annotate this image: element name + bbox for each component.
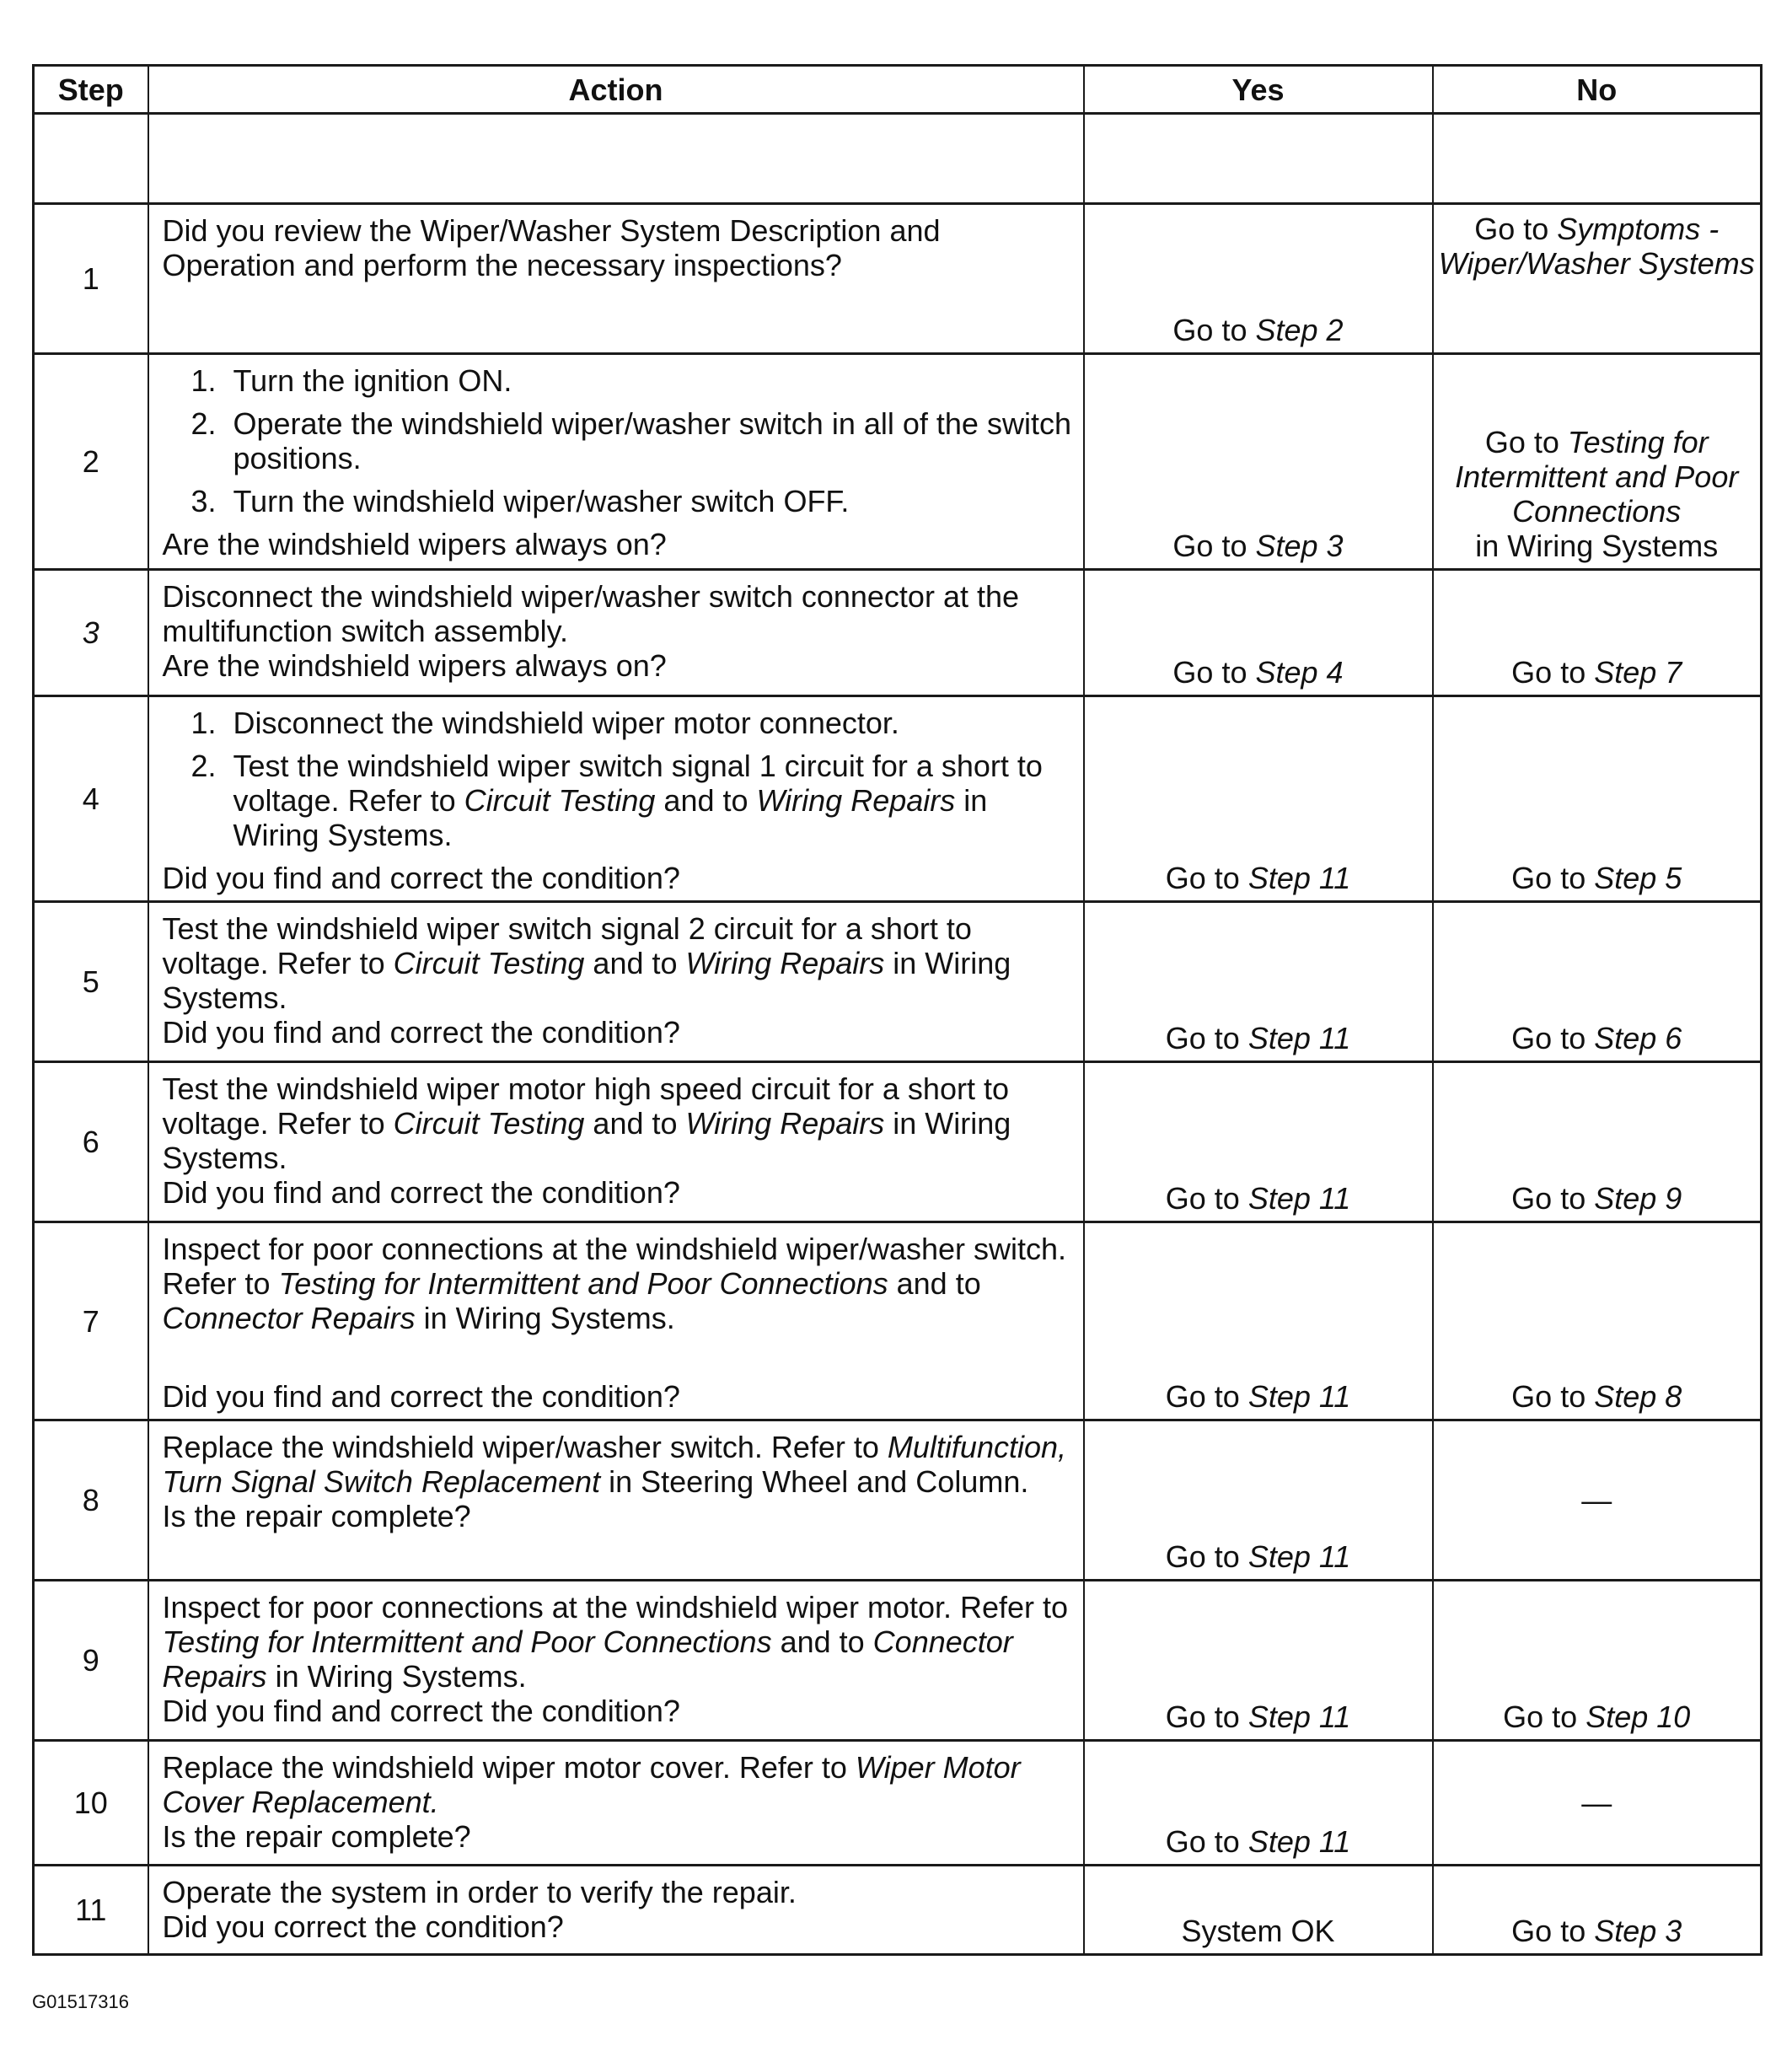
figure-id: G01517316 bbox=[32, 1991, 129, 2012]
header-yes: Yes bbox=[1084, 66, 1433, 114]
action-text: Did you review the Wiper/Washer System Description and Operation and perform the necessary inspections? bbox=[162, 213, 941, 282]
action-text: Replace the windshield wiper/washer switch. Refer to Multifunction, Turn Signal Switch Replacement in Steering Wheel and Column. bbox=[162, 1430, 1067, 1499]
no-cell bbox=[1433, 1581, 1762, 1741]
blank-cell bbox=[1433, 114, 1762, 204]
step-number: 10 bbox=[34, 1741, 148, 1866]
no-ref: Step 10 bbox=[1585, 1700, 1691, 1734]
list-item: 1. Disconnect the windshield wiper motor connector. bbox=[190, 706, 899, 740]
step-number: 11 bbox=[34, 1866, 148, 1955]
action-question: Are the windshield wipers always on? bbox=[162, 527, 667, 561]
step-number: 5 bbox=[34, 902, 148, 1062]
diagnostic-table bbox=[32, 64, 1762, 1956]
table-row-step-2 bbox=[34, 354, 1762, 570]
action-question: Did you find and correct the condition? bbox=[162, 1379, 680, 1414]
step-number: 7 bbox=[34, 1222, 148, 1420]
yes-prefix: Go to bbox=[1165, 1379, 1248, 1414]
no-prefix: Go to bbox=[1511, 1379, 1595, 1414]
no-prefix: Go to bbox=[1503, 1700, 1586, 1734]
yes-cell bbox=[1084, 696, 1433, 902]
yes-step-ref: Step 11 bbox=[1247, 1539, 1351, 1574]
no-cell bbox=[1433, 1420, 1762, 1581]
no-cell bbox=[1433, 696, 1762, 902]
no-ref: Step 3 bbox=[1594, 1914, 1682, 1948]
table-row-step-1 bbox=[34, 204, 1762, 354]
no-dash: — bbox=[1581, 1785, 1612, 1820]
yes-step-ref: Step 11 bbox=[1247, 1824, 1351, 1859]
yes-cell bbox=[1084, 902, 1433, 1062]
action-text: Operate the system in order to verify the repair. bbox=[162, 1875, 797, 1909]
action-cell bbox=[148, 204, 1084, 354]
yes-prefix: Go to bbox=[1165, 861, 1248, 895]
yes-step-ref: Step 4 bbox=[1255, 655, 1344, 690]
no-ref: Step 5 bbox=[1594, 861, 1682, 895]
no-cell bbox=[1433, 1062, 1762, 1222]
no-cell bbox=[1433, 1222, 1762, 1420]
no-prefix: Go to bbox=[1511, 655, 1595, 690]
list-item: 1. Turn the ignition ON. bbox=[190, 363, 512, 398]
no-ref: Step 6 bbox=[1594, 1021, 1682, 1055]
list-item: 3. Turn the windshield wiper/washer switch OFF. bbox=[190, 484, 850, 518]
table-row-step-10 bbox=[34, 1741, 1762, 1866]
header-action: Action bbox=[148, 66, 1084, 114]
step-number: 4 bbox=[34, 696, 148, 902]
table-row-step-8 bbox=[34, 1420, 1762, 1581]
no-ref: Step 8 bbox=[1594, 1379, 1682, 1414]
yes-prefix: Go to bbox=[1172, 313, 1256, 347]
no-ref: Symptoms - Wiper/Washer Systems bbox=[1438, 212, 1755, 281]
action-cell bbox=[148, 902, 1084, 1062]
table-row-step-6 bbox=[34, 1062, 1762, 1222]
header-no: No bbox=[1433, 66, 1762, 114]
yes-prefix: Go to bbox=[1172, 655, 1256, 690]
yes-cell bbox=[1084, 1222, 1433, 1420]
no-prefix: Go to bbox=[1484, 425, 1568, 459]
action-question: Did you find and correct the condition? bbox=[162, 861, 680, 895]
yes-step-ref: Step 11 bbox=[1247, 861, 1351, 895]
step-number: 9 bbox=[34, 1581, 148, 1741]
yes-cell bbox=[1084, 1741, 1433, 1866]
yes-cell bbox=[1084, 1062, 1433, 1222]
action-question: Did you correct the condition? bbox=[162, 1909, 564, 1944]
blank-row bbox=[34, 114, 1762, 204]
yes-prefix: Go to bbox=[1165, 1700, 1248, 1734]
no-suffix: in Wiring Systems bbox=[1475, 529, 1719, 563]
action-cell bbox=[148, 354, 1084, 570]
step-number: 8 bbox=[34, 1420, 148, 1581]
table-row-step-9 bbox=[34, 1581, 1762, 1741]
yes-cell bbox=[1084, 1420, 1433, 1581]
action-cell bbox=[148, 1420, 1084, 1581]
no-cell bbox=[1433, 204, 1762, 354]
yes-prefix: Go to bbox=[1165, 1824, 1248, 1859]
table-row-step-7 bbox=[34, 1222, 1762, 1420]
yes-prefix: Go to bbox=[1165, 1539, 1248, 1574]
action-cell bbox=[148, 1866, 1084, 1955]
yes-step-ref: Step 11 bbox=[1247, 1181, 1351, 1216]
step-number: 6 bbox=[34, 1062, 148, 1222]
yes-prefix: Go to bbox=[1172, 529, 1256, 563]
action-text: Inspect for poor connections at the windshield wiper motor. Refer to Testing for Intermittent and Poor Connections and to Connector Repairs in Wiring Systems. bbox=[162, 1590, 1069, 1694]
action-text: Test the windshield wiper motor high speed circuit for a short to voltage. Refer to Circuit Testing and to Wiring Repairs in Wiring Systems. bbox=[162, 1071, 1011, 1175]
no-prefix: Go to bbox=[1474, 212, 1558, 246]
action-text: Test the windshield wiper switch signal 2 circuit for a short to voltage. Refer to Circuit Testing and to Wiring Repairs in Wiring Systems. bbox=[162, 911, 1011, 1015]
step-number: 1 bbox=[34, 204, 148, 354]
yes-prefix: Go to bbox=[1165, 1021, 1248, 1055]
yes-cell bbox=[1084, 1866, 1433, 1955]
no-ref: Step 9 bbox=[1594, 1181, 1682, 1216]
action-question: Did you find and correct the condition? bbox=[162, 1175, 680, 1210]
no-ref: Testing for Intermittent and Poor Connections bbox=[1455, 425, 1739, 529]
yes-cell bbox=[1084, 204, 1433, 354]
list-item: 2. Test the windshield wiper switch signal 1 circuit for a short to voltage. Refer to Circuit Testing and to Wiring Repairs in Wiring Systems. bbox=[190, 749, 1043, 852]
yes-value: System OK bbox=[1181, 1914, 1335, 1948]
yes-step-ref: Step 11 bbox=[1247, 1379, 1351, 1414]
step-number: 2 bbox=[34, 354, 148, 570]
action-question: Did you find and correct the condition? bbox=[162, 1694, 680, 1728]
no-cell bbox=[1433, 354, 1762, 570]
action-cell bbox=[148, 1581, 1084, 1741]
no-ref: Step 7 bbox=[1594, 655, 1682, 690]
no-prefix: Go to bbox=[1511, 1914, 1595, 1948]
yes-step-ref: Step 2 bbox=[1255, 313, 1344, 347]
list-item: 2. Operate the windshield wiper/washer switch in all of the switch positions. bbox=[190, 406, 1071, 475]
action-cell bbox=[148, 1222, 1084, 1420]
blank-cell bbox=[148, 114, 1084, 204]
blank-cell bbox=[1084, 114, 1433, 204]
no-cell bbox=[1433, 570, 1762, 696]
table-row-step-4 bbox=[34, 696, 1762, 902]
action-question: Are the windshield wipers always on? bbox=[162, 648, 667, 683]
action-question: Is the repair complete? bbox=[162, 1499, 471, 1533]
yes-cell bbox=[1084, 354, 1433, 570]
no-prefix: Go to bbox=[1511, 1021, 1595, 1055]
step-number: 3 bbox=[34, 570, 148, 696]
header-step: Step bbox=[34, 66, 148, 114]
yes-cell bbox=[1084, 570, 1433, 696]
table-row-step-11 bbox=[34, 1866, 1762, 1955]
action-list bbox=[163, 363, 1073, 518]
no-prefix: Go to bbox=[1511, 1181, 1595, 1216]
blank-cell bbox=[34, 114, 148, 204]
no-cell bbox=[1433, 1866, 1762, 1955]
no-dash: — bbox=[1581, 1483, 1612, 1517]
table-row-step-3 bbox=[34, 570, 1762, 696]
yes-cell bbox=[1084, 1581, 1433, 1741]
action-cell bbox=[148, 696, 1084, 902]
table-header-row bbox=[34, 66, 1762, 114]
action-list bbox=[163, 706, 1073, 852]
table-row-step-5 bbox=[34, 902, 1762, 1062]
action-question: Is the repair complete? bbox=[162, 1819, 471, 1854]
yes-prefix: Go to bbox=[1165, 1181, 1248, 1216]
action-question: Did you find and correct the condition? bbox=[162, 1015, 680, 1050]
action-cell bbox=[148, 1741, 1084, 1866]
yes-step-ref: Step 11 bbox=[1247, 1700, 1351, 1734]
yes-step-ref: Step 3 bbox=[1255, 529, 1344, 563]
no-prefix: Go to bbox=[1511, 861, 1595, 895]
no-cell bbox=[1433, 902, 1762, 1062]
action-cell bbox=[148, 570, 1084, 696]
no-cell bbox=[1433, 1741, 1762, 1866]
action-text: Replace the windshield wiper motor cover. Refer to Wiper Motor Cover Replacement. bbox=[162, 1750, 1021, 1819]
yes-step-ref: Step 11 bbox=[1247, 1021, 1351, 1055]
action-cell bbox=[148, 1062, 1084, 1222]
action-text: Disconnect the windshield wiper/washer switch connector at the multifunction switch assembly. bbox=[162, 579, 1020, 648]
action-text: Inspect for poor connections at the windshield wiper/washer switch. Refer to Testing for Intermittent and Poor Connections and to Connector Repairs in Wiring Systems. bbox=[162, 1232, 1067, 1335]
